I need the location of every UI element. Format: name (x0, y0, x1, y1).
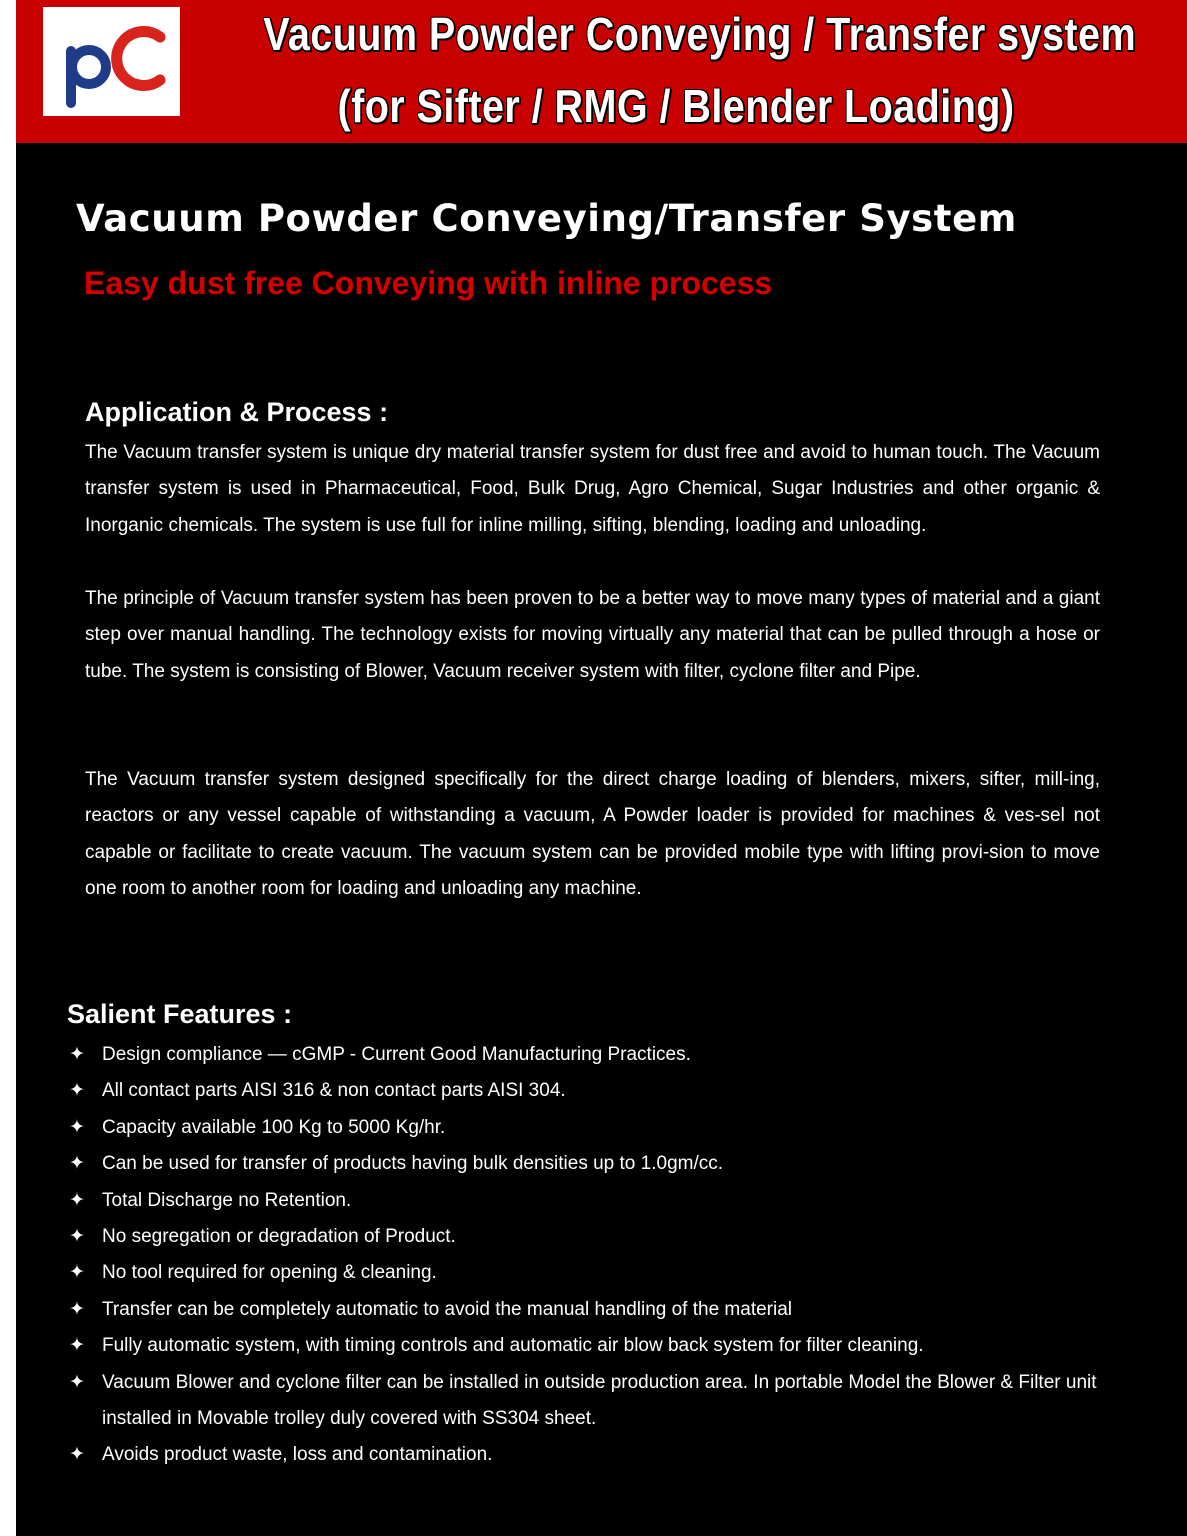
feature-item (67, 1110, 1107, 1146)
feature-item (67, 1365, 1107, 1438)
four-pointed-star-icon: ✦ (69, 1444, 85, 1466)
four-pointed-star-icon: ✦ (69, 1298, 85, 1320)
page-title: Vacuum Powder Conveying/Transfer System (76, 197, 1017, 240)
feature-item (67, 1292, 1107, 1328)
company-logo (43, 7, 180, 116)
feature-item (67, 1073, 1107, 1109)
feature-item (67, 1219, 1107, 1255)
brochure-page (16, 0, 1187, 1536)
four-pointed-star-icon: ✦ (69, 1153, 85, 1175)
feature-item (67, 1255, 1107, 1291)
feature-item (67, 1437, 1107, 1473)
feature-text: Avoids product waste, loss and contamination. (102, 1444, 493, 1466)
feature-text: Transfer can be completely automatic to avoid the manual handling of the material (102, 1298, 793, 1320)
feature-text: Design compliance — cGMP - Current Good Manufacturing Practices. (102, 1044, 691, 1065)
feature-text: Total Discharge no Retention. (102, 1189, 352, 1211)
feature-item (67, 1037, 1107, 1073)
page-subtitle: Easy dust free Conveying with inline process (84, 265, 773, 301)
feature-item (67, 1328, 1107, 1364)
pc-logo-icon (43, 7, 180, 116)
feature-text: Can be used for transfer of products having bulk densities up to 1.0gm/cc. (102, 1153, 724, 1175)
header-title-line-1: Vacuum Powder Conveying / Transfer system (263, 8, 1137, 60)
feature-text: No segregation or degradation of Product. (102, 1226, 456, 1248)
four-pointed-star-icon: ✦ (69, 1226, 85, 1248)
salient-features-heading: Salient Features : (67, 999, 293, 1029)
application-paragraph-3: The Vacuum transfer system designed specifically for the direct charge loading of blenders, mixers, sifter, mill-ing, reactors or any vessel capable of withstanding a vacuum, A Powder loader is provided for machines & ves-sel not capable or facilitate to create vacuum. The vacuum system can be provided mobile type with lifting provi-sion to move one room to another room for loading and unloading any machine. (85, 769, 1100, 900)
four-pointed-star-icon: ✦ (69, 1189, 85, 1211)
four-pointed-star-icon: ✦ (69, 1044, 85, 1065)
salient-features-list (67, 1037, 1107, 1474)
header-banner (16, 0, 1187, 143)
four-pointed-star-icon: ✦ (69, 1262, 85, 1284)
application-paragraph-1: The Vacuum transfer system is unique dry material transfer system for dust free and avoid to human touch. The Vacuum transfer system is used in Pharmaceutical, Food, Bulk Drug, Agro Chemical, Sugar Industries and other organic & Inorganic chemicals. The system is use full for inline milling, sifting, blending, loading and unloading. (85, 442, 1100, 536)
feature-item (67, 1183, 1107, 1219)
feature-item (67, 1146, 1107, 1182)
application-heading: Application & Process : (85, 397, 389, 427)
four-pointed-star-icon: ✦ (69, 1335, 85, 1357)
four-pointed-star-icon: ✦ (69, 1080, 85, 1102)
feature-text: Fully automatic system, with timing controls and automatic air blow back system for filter cleaning. (102, 1335, 924, 1357)
feature-text: Capacity available 100 Kg to 5000 Kg/hr. (102, 1116, 446, 1138)
feature-text: Vacuum Blower and cyclone filter can be installed in outside production area. In portable Model the Blower & Filter unit installed in Movable trolley duly covered with SS304 sheet. (102, 1371, 1097, 1430)
header-title-line-2: (for Sifter / RMG / Blender Loading) (337, 80, 1015, 132)
four-pointed-star-icon: ✦ (69, 1116, 85, 1138)
feature-text: No tool required for opening & cleaning. (102, 1262, 437, 1284)
four-pointed-star-icon: ✦ (69, 1371, 85, 1393)
application-paragraph-2: The principle of Vacuum transfer system has been proven to be a better way to move many types of material and a giant step over manual handling. The technology exists for moving virtually any material that can be pulled through a hose or tube. The system is consisting of Blower, Vacuum receiver system with filter, cyclone filter and Pipe. (85, 588, 1100, 682)
feature-text: All contact parts AISI 316 & non contact parts AISI 304. (102, 1080, 566, 1102)
